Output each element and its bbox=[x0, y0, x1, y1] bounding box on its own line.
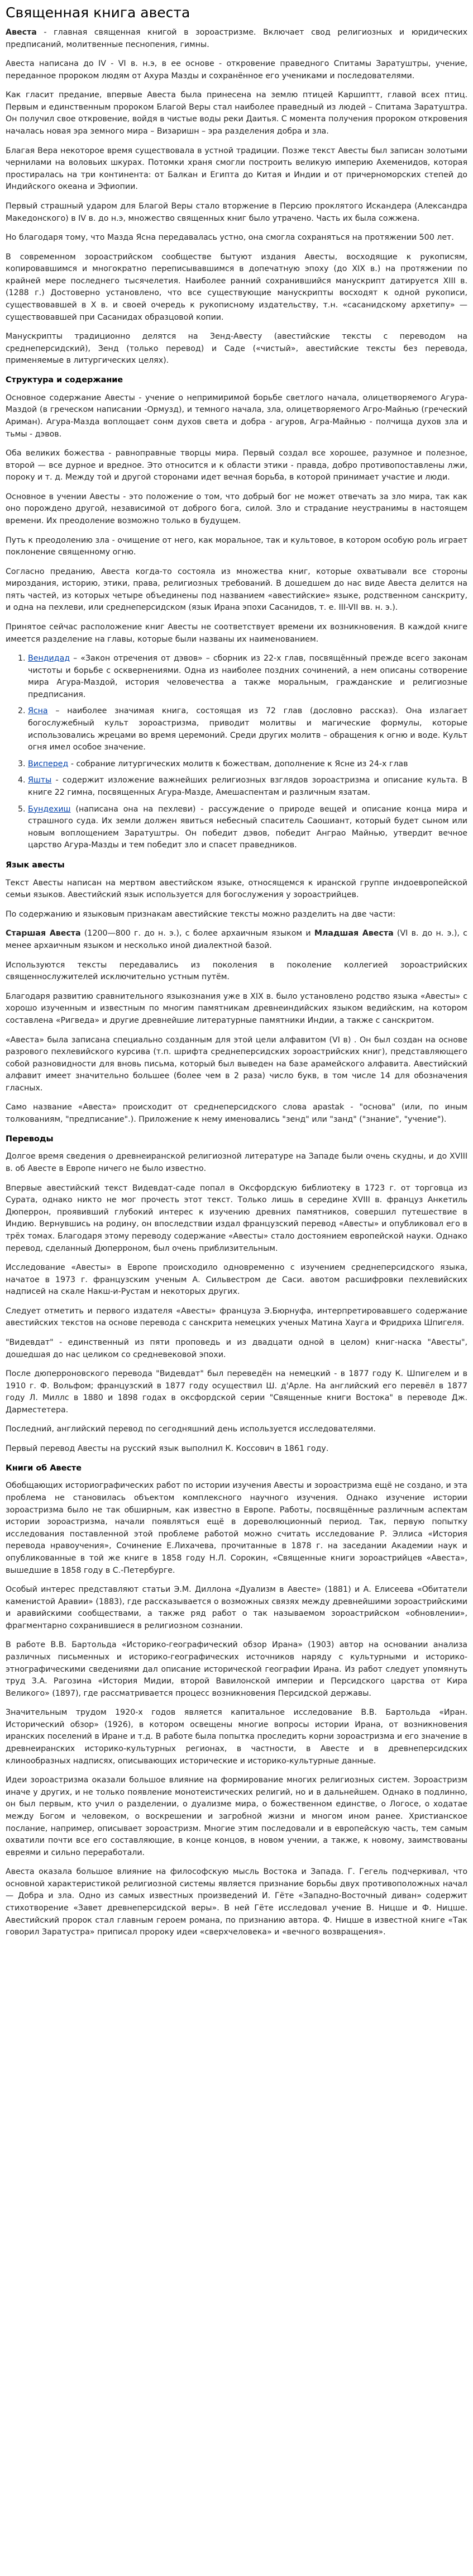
section-heading-books-about: Книги об Авесте bbox=[6, 1463, 82, 1473]
younger-avesta-term: Младшая Авеста bbox=[314, 929, 394, 938]
structure-paragraph-1: Основное содержание Авесты - учение о непримиримой борьбе светлого начала, олицетворяемого Агура-Маздой (в греческом написании -Ормузд), и темного начала, зла, олицетворяемого Агро-Майнью (греческий Ариман). Агура-Мазда воплощает сонм духов света и добра - агуров, Агра-Майнью - полчища духов зла и тьмы - дэвов. bbox=[6, 393, 467, 439]
structure-paragraph-5: Согласно преданию, Авеста когда-то состояла из множества книг, которые охватывали все стороны мироздания, историю, этики, права, религиозных требований. В дошедшем до нас виде Авеста делится на пять частей, из которых четыре объединены под названием «авестийские» языке, родственном санскриту, и одна на пехлеви, или среднеперсидском (язык Ирана эпохи Сасанидов, т. е. III-VII вв. н. э.). bbox=[6, 567, 467, 613]
intro-paragraph-7: В современном зороастрийском сообществе бытуют издания Авесты, восходящие к рукописям, копировавшимся и многократно переписывавшимся в допечатную эпоху (до XIX в.) на протяжении по крайней мере последнего тысячелетия. Наиболее ранний сохранившийся манускрипт датируется XIII в. (1288 г.) Достоверно установлено, что все существующие манускрипты восходят к одной рукописи, существовавшей в X в. и своей очередь к рукописному издательству, т.н. «сасанидскому архетипу» — существовавшей при Сасанидах образцовой копии. bbox=[6, 252, 467, 322]
older-avesta-term: Старшая Авеста bbox=[6, 929, 81, 938]
intro-paragraph-5: Первый страшный ударом для Благой Веры стало вторжение в Персию проклятого Искандера (Александра Македонского) в IV в. до н.э, множество священных книг было утрачено. Часть их была сожжена. bbox=[6, 201, 467, 223]
intro-bold-term: Авеста bbox=[6, 28, 37, 37]
book-link-vendidad[interactable]: Вендидад bbox=[28, 654, 70, 663]
books-about-paragraph-6: Авеста оказала большое влияние на философскую мысль Востока и Запада. Г. Гегель подчеркивал, что основной характеристикой религиозной системы является признание борьбы двух противоположных начал — Добра и зла. Одно из самых известных произведений И. Гёте «Западно-Восточный диван» содержит стихотворение «Завет древнеперсидской веры». В ней Гёте исследовал учение В. Ницше и Ф. Ницше. Авестийский пророк стал главным героем романа, по признанию автора. Ф. Ницше в известной книге «Так говорил Заратустра» приписал пророку идеи «сверхчеловека» и «вечного возвращения». bbox=[6, 1867, 467, 1937]
page-title: Священная книга авеста bbox=[6, 4, 190, 21]
intro-paragraph-3: Как гласит предание, впервые Авеста была принесена на землю птицей Каршиптт, главой всех птиц. Первым и единственным пророком Благой Веры стал наиболее праведный из людей – Спитама Заратуштра. Он получил свое откровение, войдя в чистые воды реки Даитья. С момента получения пророком откровения началась новая эра земного мира – Визаришн – эра разделения добра и зла. bbox=[6, 91, 467, 136]
translations-paragraph-3: Исследование «Авесты» в Европе происходило одновременно с изучением среднеперсидского языка, начатое в 1973 г. французским ученым А. Сильвестром де Саси. авотом расшифровки пехлевийских надписей на скале Накш-и-Рустам и некоторых других. bbox=[6, 1263, 467, 1297]
books-about-paragraph-5: Идеи зороастризма оказали большое влияние на формирование многих религиозных систем. Зороастризм иначе у других, и не только появление монотеистических религий, но и в дальнейшем. Однако в подлинно, он был первым, кто учил о разделении, о дуализме мира, о божественном единстве, о Логосе, о ходатае между Богом и человеком, о воскрешении и загробной жизни и многом ином ранее. Христианское послание, например, описывает зороастризм. Многие этим последовали и в европейскую часть, тем самым охватили почти все его составляющие, в конце концов, в новом учении, а также, к новому, заимствованы евреями и сильно переработали. bbox=[6, 1776, 467, 1857]
books-about-paragraph-4: Значительным трудом 1920-х годов является капитальное исследование В.В. Бартольда «Иран. Исторический обзор» (1926), в котором освещены многие вопросы истории Ирана, от возникновения иранских поселений в Иране и т.д. В работе была попытка проследить корни зороастризма и его значение в древнеиранских историко-культурных регионах, в частности, в Авесте и в древнеперсидских клинообразных надписях, описывающих исторические и историко-культурные данные. bbox=[6, 1708, 467, 1766]
books-about-paragraph-3: В работе В.В. Бартольда «Историко-географический обзор Ирана» (1903) автор на основании анализа различных письменных и историко-географических источников наряду с культурными и историко-этнографическими сведениями дал описание исторической географии Ирана. Из работ следует упомянуть труд З.А. Рагозина «История Мидии, второй Вавилонской империи и Персидского царства от Кира Великого» (1897), где рассматривается процесс возникновения Персидской державы. bbox=[6, 1640, 467, 1698]
list-item: 3. Висперед - собрание литургических молитв к божествам, дополнение к Ясне из 24-х глав bbox=[28, 758, 467, 771]
translations-paragraph-5: "Видевдат" - единственный из пяти проповедь и из двадцати одной в целом) книг-наска "Авесты", дошедшая до нас целиком со средневековой эпохи. bbox=[6, 1337, 467, 1359]
section-heading-language: Язык авесты bbox=[6, 860, 65, 870]
intro-paragraph-2: Авеста написана до IV - VI в. н.э, в ее основе - откровение праведного Спитамы Заратуштры, учение, переданное пророком людям от Ахура Мазды и сохранённое его учениками и последователями. bbox=[6, 59, 467, 80]
language-paragraph-5: Благодаря развитию сравнительного языкознания уже в XIX в. было установлено родство языка «Авесты» с хорошо изученным и известным по многим памятникам древнеиндийских языком ведийским, на котором составлена «Ригведа» и другие древнейшие литературные памятники Индии, а также с санскритом. bbox=[6, 992, 467, 1025]
list-item: 1. Вендидад – «Закон отречения от дэвов» – сборник из 22-х глав, посвящённый прежде всего законам чистоты и борьбе с осквернениями. Одна из наиболее поздних сочинений, а нем описаны сотворение мира Агура-Маздой, история человечества а также моральным, гражданские и религиозные предписания. bbox=[28, 653, 467, 701]
list-item: 5. Бундехиш (написана она на пехлеви) - рассуждение о природе вещей и описание конца мира и страшного суда. Их земли должен явиться небесный спаситель Саошиант, который будет сыном или новым воплощением Заратуштры. Он победит дэвов, победит Анграо Майнью, утвердит вечное царство Агура-Мазды и тем победит зло и спасет праведников. bbox=[28, 804, 467, 852]
language-paragraph-6: «Авеста» была записана специально созданным для этой цели алфавитом (VI в) . Он был создан на основе разрового пехлевийского курсива (т.п. шрифта среднеперсидских зороастрийских книг), представляющего собой разновидности для вновь письма, который был выведен на базе арамейского алфавита. Авестийский алфавит имеет значительно большее (более чем в 2 раза) число букв, в том числе 14 для обозначения гласных. bbox=[6, 1035, 467, 1093]
books-list bbox=[6, 653, 467, 852]
translations-paragraph-7: Последний, английский перевод по сегодняшний день используется исследователями. bbox=[6, 1425, 376, 1434]
book-link-bundahishn[interactable]: Бундехиш bbox=[28, 804, 71, 814]
language-paragraph-2: По содержанию и языковым признакам авестийские тексты можно разделить на две части: bbox=[6, 909, 396, 919]
language-paragraph-4: Используются тексты передавались из поколения в поколение коллегией зороастрийских священнослужителей исключительно устным путём. bbox=[6, 960, 467, 982]
translations-paragraph-2: Впервые авестийский текст Видевдат-саде попал в Оксфордскую библиотеку в 1723 г. от торговца из Сурата, однако никто не мог прочесть этот текст. Только лишь в середине XVIII в. француз Анкетиль Дюперрон, проявивший глубокий интерес к изучению древних памятников, совершил путешествие в Индию. Вернувшись на родину, он впоследствии издал французский перевод «Авесты» и опубликовал его в трёх томах. Благодаря этому переводу содержание «Авесты» стало достоянием европейской науки. Однако перевод, сделанный Дюперроном, был очень приблизительным. bbox=[6, 1183, 467, 1253]
translations-paragraph-4: Следует отметить и первого издателя «Авесты» француза Э.Бюрнуфа, интерпретировавшего содержание авестийских текстов на основе перевода с санскрита немецких ученых Матина Хауга и Фридриха Шпигеля. bbox=[6, 1306, 467, 1328]
intro-paragraph-6: Но благодаря тому, что Мазда Ясна передавалась устно, она смогла сохраняться на протяжении 500 лет. bbox=[6, 233, 454, 243]
section-heading-structure: Структура и содержание bbox=[6, 375, 123, 385]
section-heading-translations: Переводы bbox=[6, 1134, 54, 1144]
structure-paragraph-6: Принятое сейчас расположение книг Авесты не соответствует времени их возникновения. В каждой книге имеется разделение на главы, которые были названы их наименованием. bbox=[6, 623, 467, 644]
book-link-yashts[interactable]: Яшты bbox=[28, 776, 52, 785]
language-paragraph-1: Текст Авесты написан на мертвом авестийском языке, относящемся к иранской группе индоевропейской семьи языков. Авестийский язык используется для богослужения у зороастрийцев. bbox=[6, 878, 467, 900]
books-about-paragraph-2: Особый интерес представляют статьи Э.М. Диллона «Дуализм в Авесте» (1881) и А. Елисеева «Обитатели каменистой Аравии» (1883), где рассказывается о возможных связях между древнейшими зороастрийскими и аравийскими сообществами, а также ряд работ о так называемом зороастрийском «обновлении», фрагментарно сохранившиеся в религиозном сознании. bbox=[6, 1585, 467, 1630]
translations-paragraph-1: Долгое время сведения о древнеиранской религиозной литературе на Западе были очень скудны, и до XVIII в. об Авесте в Европе ничего не было известно. bbox=[6, 1152, 467, 1174]
list-item: 2. Ясна – наиболее значимая книга, состоящая из 72 глав (дословно рассказ). Она излагает богослужебный культ зороастризма, приводит молитвы и магические формулы, которые использовались жрецами во время церемоний. Среди других молитв – обращения к огню и воде. Культ огня имел особое значение. bbox=[28, 705, 467, 753]
intro-paragraph-1: Авеста - главная священная книгой в зороастризме. Включает свод религиозных и юридических предписаний, молитвенные песнопения, гимны. bbox=[6, 28, 467, 49]
structure-paragraph-2: Оба великих божества - равноправные творцы мира. Первый создал все хорошее, разумное и полезное, второй — все дурное и вредное. Это относится и к области этики - правда, добро противопоставлены лжи, пороку и т. д. Между той и другой сторонами идет вечная борьба, в которой принимает участие и люди. bbox=[6, 449, 467, 482]
structure-paragraph-3: Основное в учении Авесты - это положение о том, что добрый бог не может отвечать за зло мира, так как оно порождено другой, независимой от доброго бога, силой. Зло и страдание неустранимы в настоящем времени. Их преодоление возможно только в будущем. bbox=[6, 492, 467, 525]
structure-paragraph-4: Путь к преодолению зла - очищение от него, как моральное, так и культовое, в котором особую роль играет поклонение священному огню. bbox=[6, 535, 467, 557]
list-item: 4. Яшты - содержит изложение важнейших религиозных взглядов зороастризма и описание культа. В книге 22 гимна, посвященных Агура-Мазде, Амешаспентам и различным язатам. bbox=[28, 775, 467, 799]
intro-paragraph-8: Манускрипты традиционно делятся на Зенд-Авесту (авестийские тексты с переводом на среднеперсидский), Зенд (только перевод) и Саде («чистый», авестийские тексты без перевода, применяемые в литургических целях). bbox=[6, 332, 467, 366]
book-link-visperad[interactable]: Висперед bbox=[28, 759, 69, 768]
book-link-yasna[interactable]: Ясна bbox=[28, 706, 48, 716]
intro-paragraph-4: Благая Вера некоторое время существовала в устной традиции. Позже текст Авесты был записан золотыми чернилами на воловьих шкурах. Потомки храня смогли построить великую империю Ахеменидов, которая простиралась на три континента: от Балкан и Египта до Китая и Индии и от причерноморских степей до Индийского океана и Эфиопии. bbox=[6, 146, 467, 192]
translations-paragraph-6: После дюперроновского перевода "Видевдат" был переведён на немецкий - в 1877 году К. Шпигелем и в 1910 г. Ф. Вольфом; французский в 1877 году осуществил Ш. д'Арле. На английский его перевёл в 1877 году Л. Миллс в 1880 и 1898 годах в оксфордской серии "Священные книги Востока" в переводе Дж. Дарместетера. bbox=[6, 1369, 467, 1415]
translations-paragraph-8: Первый перевод Авесты на русский язык выполнил К. Коссович в 1861 году. bbox=[6, 1444, 329, 1454]
language-paragraph-7: Само название «Авеста» происходит от среднеперсидского слова apastak - "основа" (или, по иным толкованиям, "предписание".). Приложение к нему именовались "зенд" или "занд" ("знание", "учение"). bbox=[6, 1103, 467, 1124]
language-paragraph-3: Старшая Авеста (1200—800 г. до н. э.), с более архаичным языком и Младшая Авеста (VI в. до н. э.), с менее архаичным языком и несколько иной диалектной базой. bbox=[6, 929, 467, 951]
books-about-paragraph-1: Обобщающих историографических работ по истории изучения Авесты и зороастризма ещё не создано, и эта проблема не становилась объектом комплексного научного изучения. Однако изучение истории зороастризма было не так обширным, как известно в Европе. Работы, посвящённые различным аспектам истории зороастризма, начали появляться ещё в дореволюционный период. Так, первую попытку исследования поставленной этой проблеме работой можно считать исследование Р. Эллиса «История перевода нравоучения», Сочинение Е.Лихачева, прочитанные в 1878 г. на заседании Академии наук и опубликованные в той же книге в 1858 году Н.Л. Сорокин, «Священные книги зороастрийцев «Авеста», вышедшие в 1858 году в С.-Петербурге. bbox=[6, 1481, 467, 1575]
